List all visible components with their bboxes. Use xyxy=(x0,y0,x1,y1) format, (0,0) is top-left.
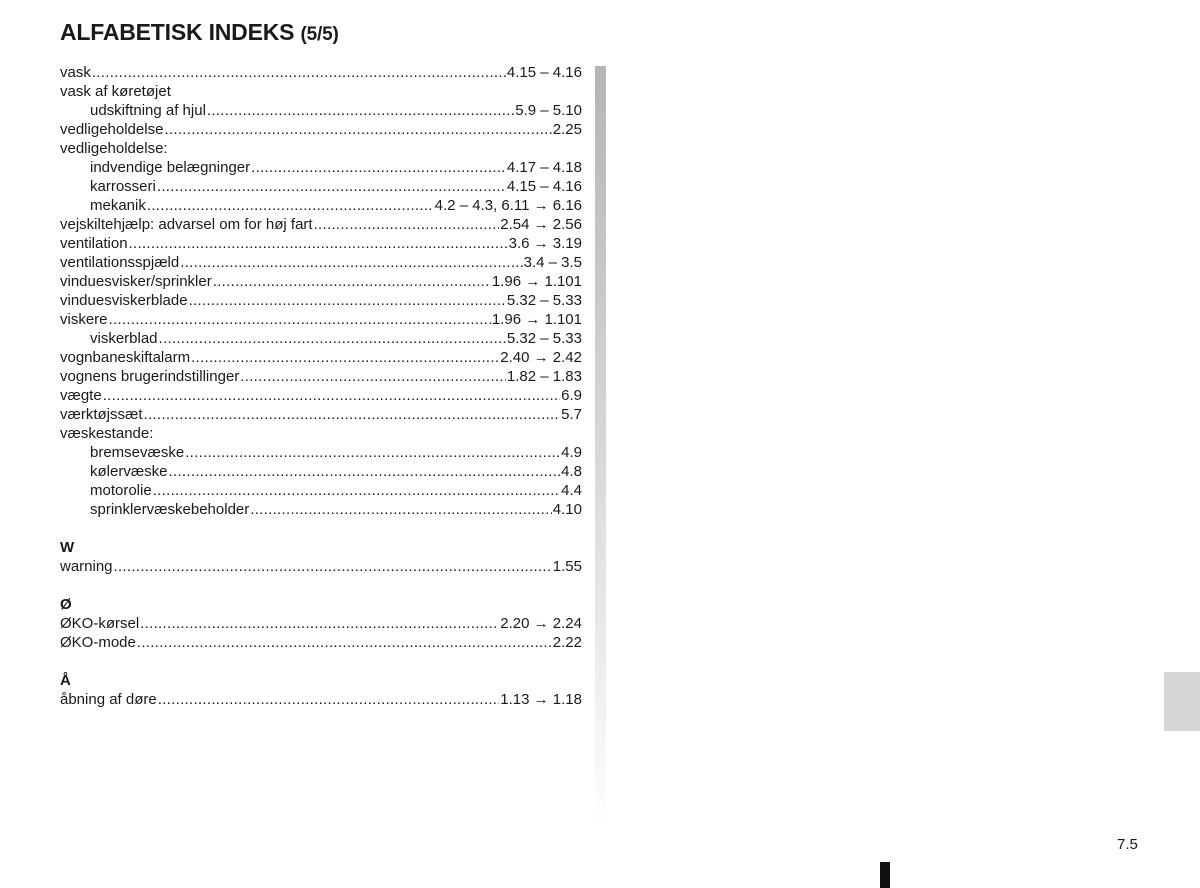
entry-label: sprinklervæskebeholder xyxy=(90,501,250,518)
page-title xyxy=(60,19,339,46)
entry-label: karrosseri xyxy=(90,178,156,195)
dot-leader xyxy=(164,120,551,139)
page-number: 7.5 xyxy=(1117,836,1138,853)
entry-page-ref: 4.10 xyxy=(552,501,582,518)
entry-label: udskiftning af hjul xyxy=(90,102,206,119)
dot-leader xyxy=(180,253,522,272)
section-letter-heading: Ø xyxy=(60,596,72,613)
entry-label: vognens brugerindstillinger xyxy=(60,368,240,385)
chapter-thumb-tab xyxy=(1164,672,1200,731)
entry-page-ref: 4.8 xyxy=(561,463,582,480)
entry-label: viskerblad xyxy=(90,330,158,347)
index-subentry xyxy=(60,462,582,481)
dot-leader xyxy=(169,462,561,481)
entry-page-ref: 4.15 – 4.16 xyxy=(506,64,582,81)
entry-page-ref: 2.25 xyxy=(552,121,582,138)
index-entry xyxy=(60,63,582,82)
index-entry xyxy=(60,291,582,310)
entry-label: indvendige belægninger xyxy=(90,159,251,176)
entry-label: viskere xyxy=(60,311,108,328)
dot-leader xyxy=(159,329,506,348)
entry-page-ref: 5.32 – 5.33 xyxy=(506,330,582,347)
index-list xyxy=(60,63,582,709)
entry-label: kølervæske xyxy=(90,463,168,480)
entry-label: vedligeholdelse: xyxy=(60,140,168,157)
entry-label: vinduesviskerblade xyxy=(60,292,188,309)
dot-leader xyxy=(153,481,560,500)
dot-leader xyxy=(109,310,491,329)
index-entry xyxy=(60,348,582,367)
entry-label: mekanik xyxy=(90,197,146,214)
dot-leader xyxy=(314,215,500,234)
index-subentry xyxy=(60,329,582,348)
dot-leader xyxy=(189,291,506,310)
entry-label: motorolie xyxy=(90,482,152,499)
entry-label: ØKO-kørsel xyxy=(60,615,140,632)
entry-label: vedligeholdelse xyxy=(60,121,164,138)
entry-label: vinduesvisker/sprinkler xyxy=(60,273,212,290)
column-divider-bar xyxy=(595,66,606,826)
entry-label: vask xyxy=(60,64,91,81)
index-subentry xyxy=(60,500,582,519)
entry-page-ref: 4.2 – 4.3, 6.11 → 6.16 xyxy=(434,197,582,214)
index-subentry xyxy=(60,177,582,196)
dot-leader xyxy=(191,348,499,367)
dot-leader xyxy=(114,557,552,576)
page-title-text: ALFABETISK INDEKS xyxy=(60,19,295,45)
entry-page-ref: 1.13 → 1.18 xyxy=(500,691,582,708)
index-entry xyxy=(60,215,582,234)
entry-label: ØKO-mode xyxy=(60,634,136,651)
dot-leader xyxy=(250,500,552,519)
entry-page-ref: 4.15 – 4.16 xyxy=(506,178,582,195)
print-crop-mark xyxy=(880,862,890,888)
dot-leader xyxy=(140,614,499,633)
entry-label: åbning af døre xyxy=(60,691,157,708)
dot-leader xyxy=(157,177,506,196)
index-entry xyxy=(60,424,582,443)
entry-page-ref: 1.82 – 1.83 xyxy=(506,368,582,385)
entry-page-ref: 1.96 → 1.101 xyxy=(491,311,582,328)
index-entry xyxy=(60,82,582,101)
section-letter-heading: Å xyxy=(60,672,71,689)
index-entry xyxy=(60,557,582,576)
entry-label: vejskiltehjælp: advarsel om for høj fart xyxy=(60,216,313,233)
entry-page-ref: 1.55 xyxy=(552,558,582,575)
dot-leader xyxy=(137,633,552,652)
dot-leader xyxy=(213,272,491,291)
entry-label: vægte xyxy=(60,387,102,404)
entry-page-ref: 6.9 xyxy=(561,387,582,404)
dot-leader xyxy=(129,234,508,253)
dot-leader xyxy=(147,196,434,215)
entry-label: væskestande: xyxy=(60,425,154,442)
entry-page-ref: 1.96 → 1.101 xyxy=(491,273,582,290)
index-entry xyxy=(60,234,582,253)
index-entry xyxy=(60,120,582,139)
dot-leader xyxy=(144,405,561,424)
entry-page-ref: 2.22 xyxy=(552,634,582,651)
entry-page-ref: 5.9 – 5.10 xyxy=(515,102,582,119)
entry-label: vask af køretøjet xyxy=(60,83,171,100)
entry-label: warning xyxy=(60,558,113,575)
index-entry xyxy=(60,272,582,291)
index-entry xyxy=(60,690,582,709)
entry-label: bremsevæske xyxy=(90,444,185,461)
entry-page-ref: 2.54 → 2.56 xyxy=(500,216,582,233)
index-entry xyxy=(60,253,582,272)
entry-page-ref: 5.7 xyxy=(561,406,582,423)
dot-leader xyxy=(185,443,560,462)
index-entry xyxy=(60,386,582,405)
page-title-part: (5/5) xyxy=(300,24,339,45)
index-subentry xyxy=(60,196,582,215)
entry-label: ventilationsspjæld xyxy=(60,254,180,271)
index-subentry xyxy=(60,158,582,177)
entry-label: vognbaneskiftalarm xyxy=(60,349,191,366)
entry-page-ref: 4.9 xyxy=(561,444,582,461)
entry-label: værktøjssæt xyxy=(60,406,143,423)
index-subentry xyxy=(60,481,582,500)
entry-page-ref: 2.40 → 2.42 xyxy=(500,349,582,366)
index-entry xyxy=(60,139,582,158)
dot-leader xyxy=(240,367,506,386)
index-entry xyxy=(60,614,582,633)
entry-page-ref: 3.6 → 3.19 xyxy=(508,235,582,252)
dot-leader xyxy=(207,101,514,120)
entry-page-ref: 4.4 xyxy=(561,482,582,499)
dot-leader xyxy=(92,63,506,82)
section-letter-heading: W xyxy=(60,539,75,556)
dot-leader xyxy=(251,158,506,177)
dot-leader xyxy=(158,690,500,709)
entry-label: ventilation xyxy=(60,235,128,252)
index-subentry xyxy=(60,101,582,120)
index-entry xyxy=(60,405,582,424)
entry-page-ref: 5.32 – 5.33 xyxy=(506,292,582,309)
entry-page-ref: 4.17 – 4.18 xyxy=(506,159,582,176)
index-entry xyxy=(60,310,582,329)
index-entry xyxy=(60,633,582,652)
dot-leader xyxy=(103,386,560,405)
index-subentry xyxy=(60,443,582,462)
entry-page-ref: 2.20 → 2.24 xyxy=(500,615,582,632)
index-entry xyxy=(60,367,582,386)
entry-page-ref: 3.4 – 3.5 xyxy=(523,254,582,271)
